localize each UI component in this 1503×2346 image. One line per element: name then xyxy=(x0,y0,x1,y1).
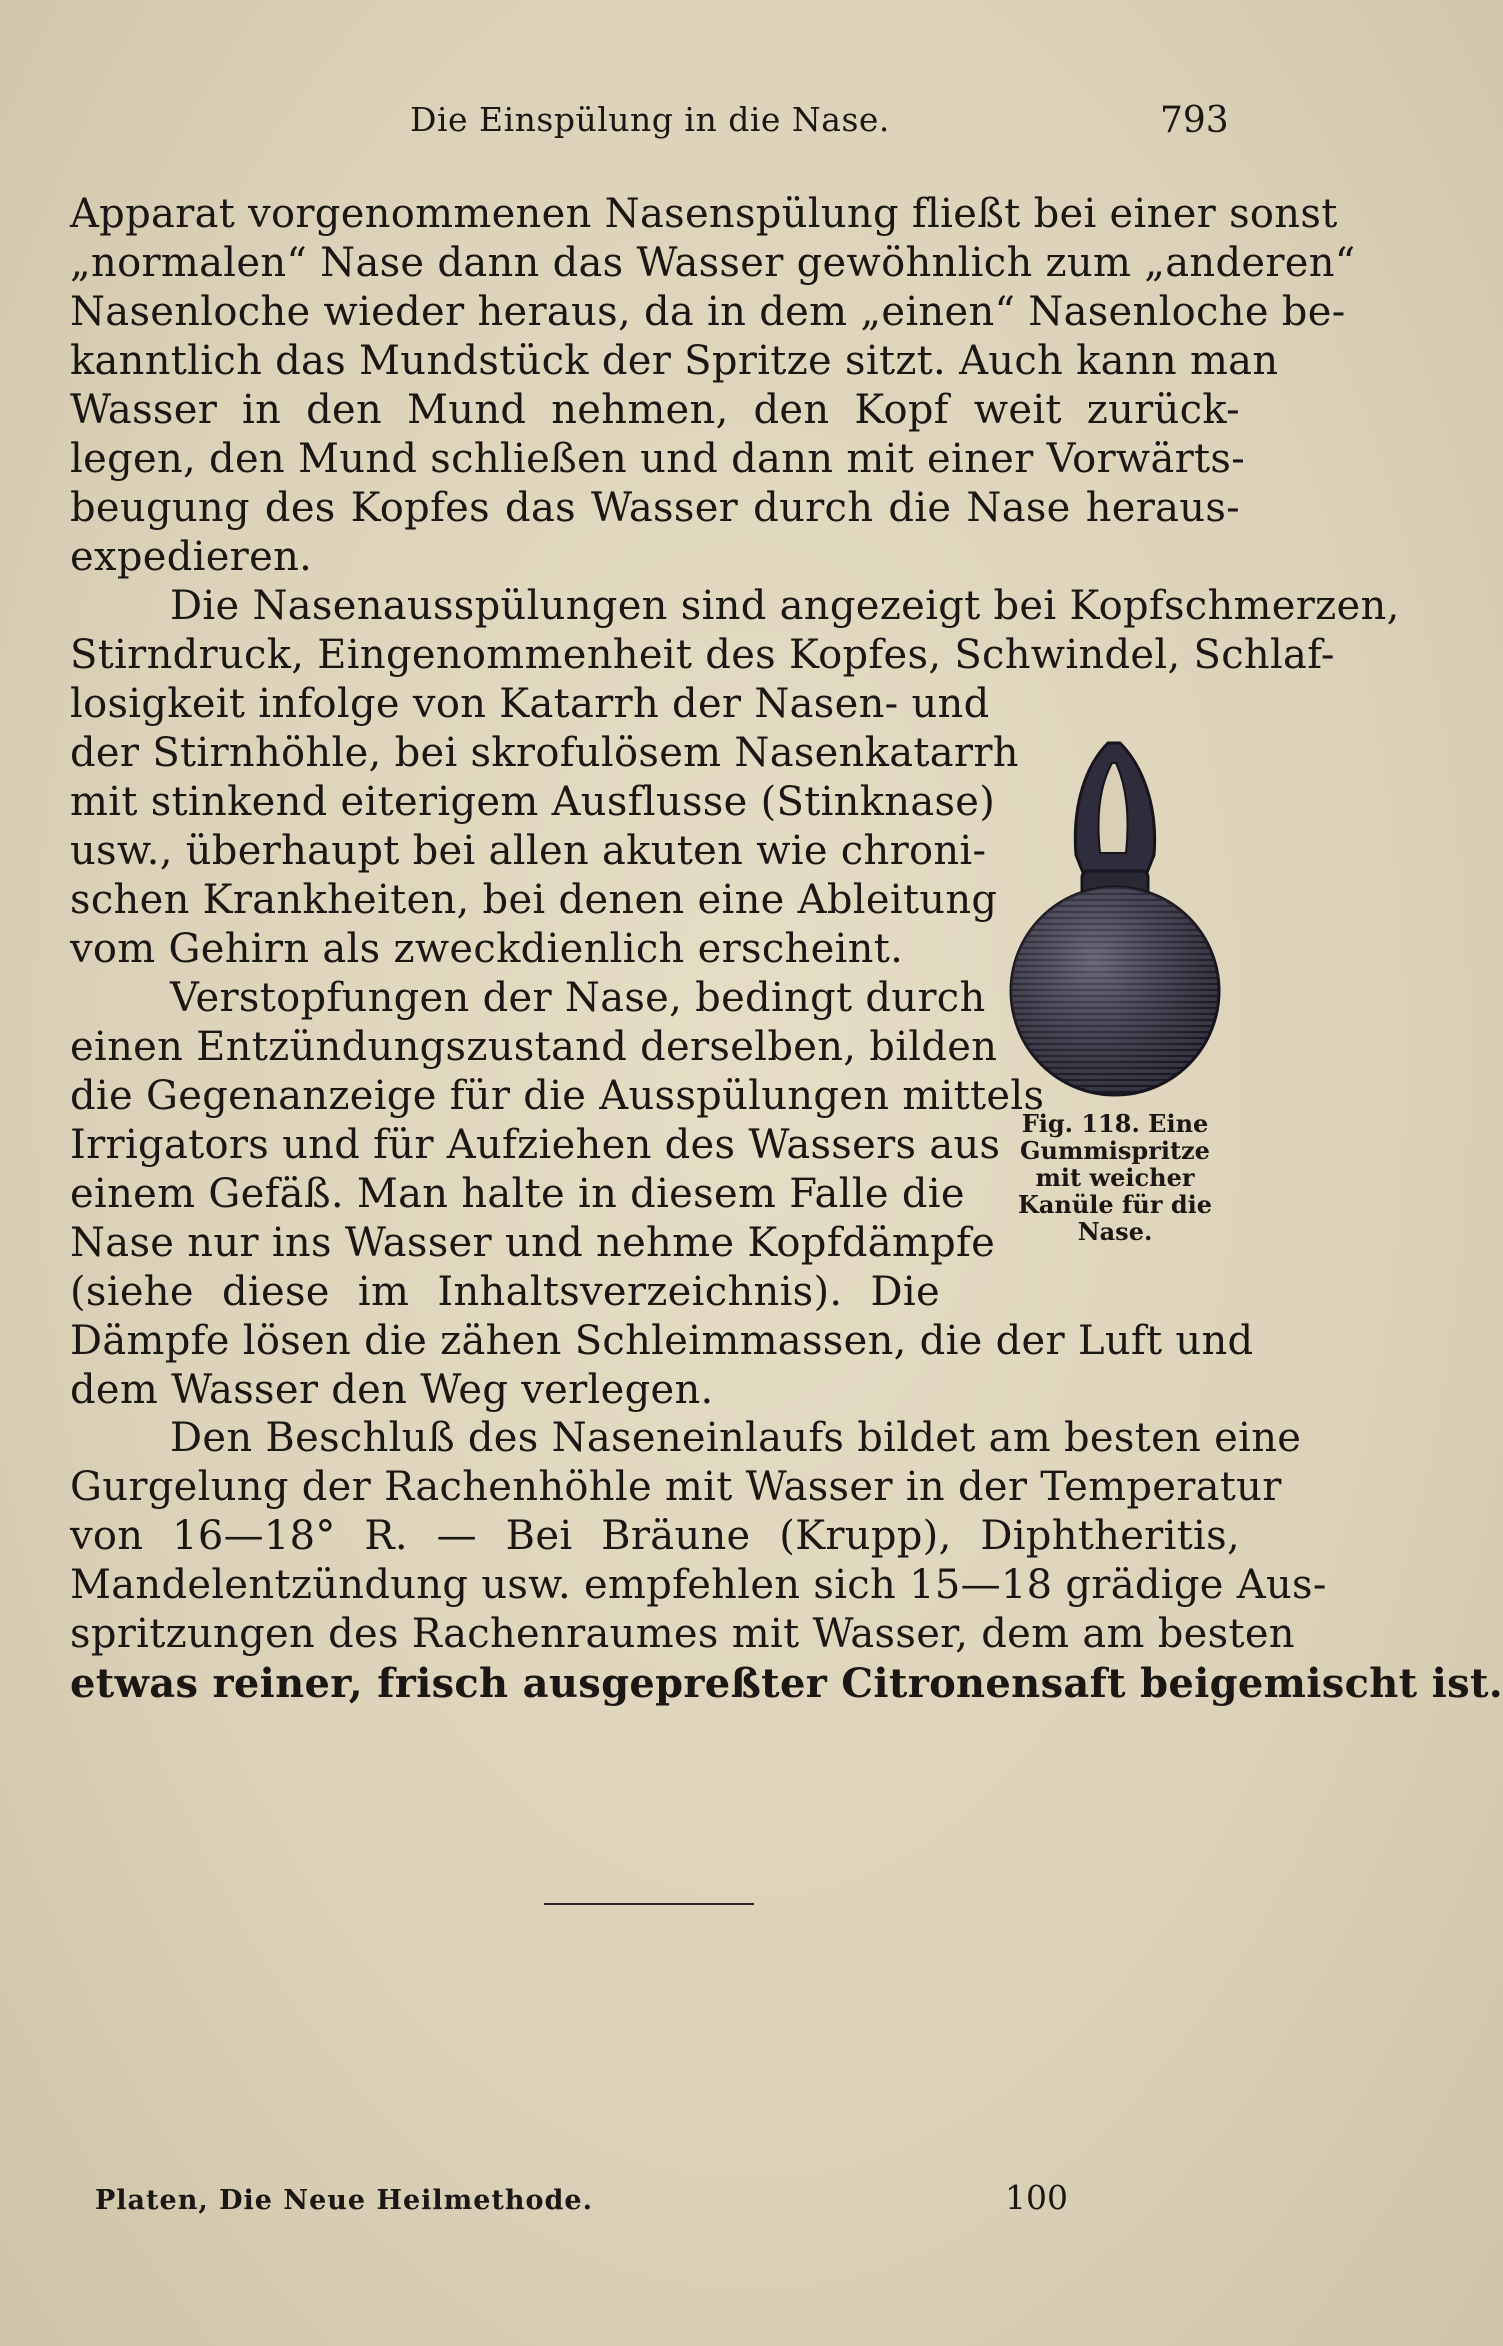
figure-caption xyxy=(980,1110,1250,1245)
text-line: der Stirnhöhle, bei skrofulösem Nasenkatarrh xyxy=(70,730,1019,776)
footer-book-title: Platen, Die Neue Heilmethode. xyxy=(95,2185,593,2216)
text-line: expedieren. xyxy=(70,534,313,580)
text-line: von 16—18° R. — Bei Bräune (Krupp), Diphtheritis, xyxy=(70,1513,1240,1559)
text-line: dem Wasser den Weg verlegen. xyxy=(70,1367,714,1413)
text-line: einem Gefäß. Man halte in diesem Falle die xyxy=(70,1171,965,1217)
page-number: 793 xyxy=(1160,100,1229,141)
text-line: mit stinkend eiterigem Ausflusse (Stinknase) xyxy=(70,779,996,825)
text-line: etwas reiner, frisch ausgepreßter Citronensaft beigemischt ist. xyxy=(70,1660,1503,1707)
paragraph-4 xyxy=(70,1414,1503,1708)
text-line: Nase nur ins Wasser und nehme Kopfdämpfe xyxy=(70,1220,996,1266)
text-line: vom Gehirn als zweckdienlich erscheint. xyxy=(70,926,904,972)
text-line: beugung des Kopfes das Wasser durch die Nase heraus- xyxy=(70,485,1240,531)
text-line: (siehe diese im Inhaltsverzeichnis). Die xyxy=(70,1269,940,1315)
text-line: Mandelentzündung usw. empfehlen sich 15—18 grädige Aus- xyxy=(70,1562,1327,1608)
paragraph-1 xyxy=(70,190,1356,582)
text-line: losigkeit infolge von Katarrh der Nasen- und xyxy=(70,681,990,727)
text-line: usw., überhaupt bei allen akuten wie chroni- xyxy=(70,828,987,874)
text-line: einen Entzündungszustand derselben, bilden xyxy=(70,1024,998,1070)
text-line: kanntlich das Mundstück der Spritze sitzt. Auch kann man xyxy=(70,338,1279,384)
caption-line: Fig. 118. Eine xyxy=(1021,1109,1209,1138)
text-line: Apparat vorgenommenen Nasenspülung fließt bei einer sonst xyxy=(70,191,1338,237)
caption-line: Kanüle für die xyxy=(1018,1190,1212,1219)
text-line: schen Krankheiten, bei denen eine Ableitung xyxy=(70,877,998,923)
text-line: Den Beschluß des Naseneinlaufs bildet am besten eine xyxy=(170,1415,1302,1461)
footer-sheet-number: 100 xyxy=(1005,2178,1068,2217)
text-line: Dämpfe lösen die zähen Schleimmassen, die der Luft und xyxy=(70,1318,1254,1364)
text-line: Gurgelung der Rachenhöhle mit Wasser in der Temperatur xyxy=(70,1464,1282,1510)
text-line: Irrigators und für Aufziehen des Wassers aus xyxy=(70,1122,1001,1168)
caption-line: mit weicher xyxy=(1035,1163,1195,1192)
section-divider xyxy=(544,1903,754,1905)
caption-line: Nase. xyxy=(1077,1217,1153,1246)
text-line: Nasenloche wieder heraus, da in dem „einen“ Nasenloche be- xyxy=(70,289,1346,335)
text-line: Stirndruck, Eingenommenheit des Kopfes, Schwindel, Schlaf- xyxy=(70,632,1335,678)
text-line: die Gegenanzeige für die Ausspülungen mittels xyxy=(70,1073,1045,1119)
text-line: „normalen“ Nase dann das Wasser gewöhnlich zum „anderen“ xyxy=(70,240,1356,286)
text-line: Die Nasenausspülungen sind angezeigt bei Kopfschmerzen, xyxy=(170,583,1400,629)
text-line: legen, den Mund schließen und dann mit einer Vorwärts- xyxy=(70,436,1246,482)
caption-line: Gummispritze xyxy=(1020,1136,1210,1165)
running-title: Die Einspülung in die Nase. xyxy=(410,100,890,139)
rubber-syringe-icon xyxy=(990,735,1240,1095)
text-line: spritzungen des Rachenraumes mit Wasser, dem am besten xyxy=(70,1611,1295,1657)
text-line: Verstopfungen der Nase, bedingt durch xyxy=(170,975,986,1021)
text-line: Wasser in den Mund nehmen, den Kopf weit zurück- xyxy=(70,387,1240,433)
syringe-illustration xyxy=(990,735,1240,1095)
